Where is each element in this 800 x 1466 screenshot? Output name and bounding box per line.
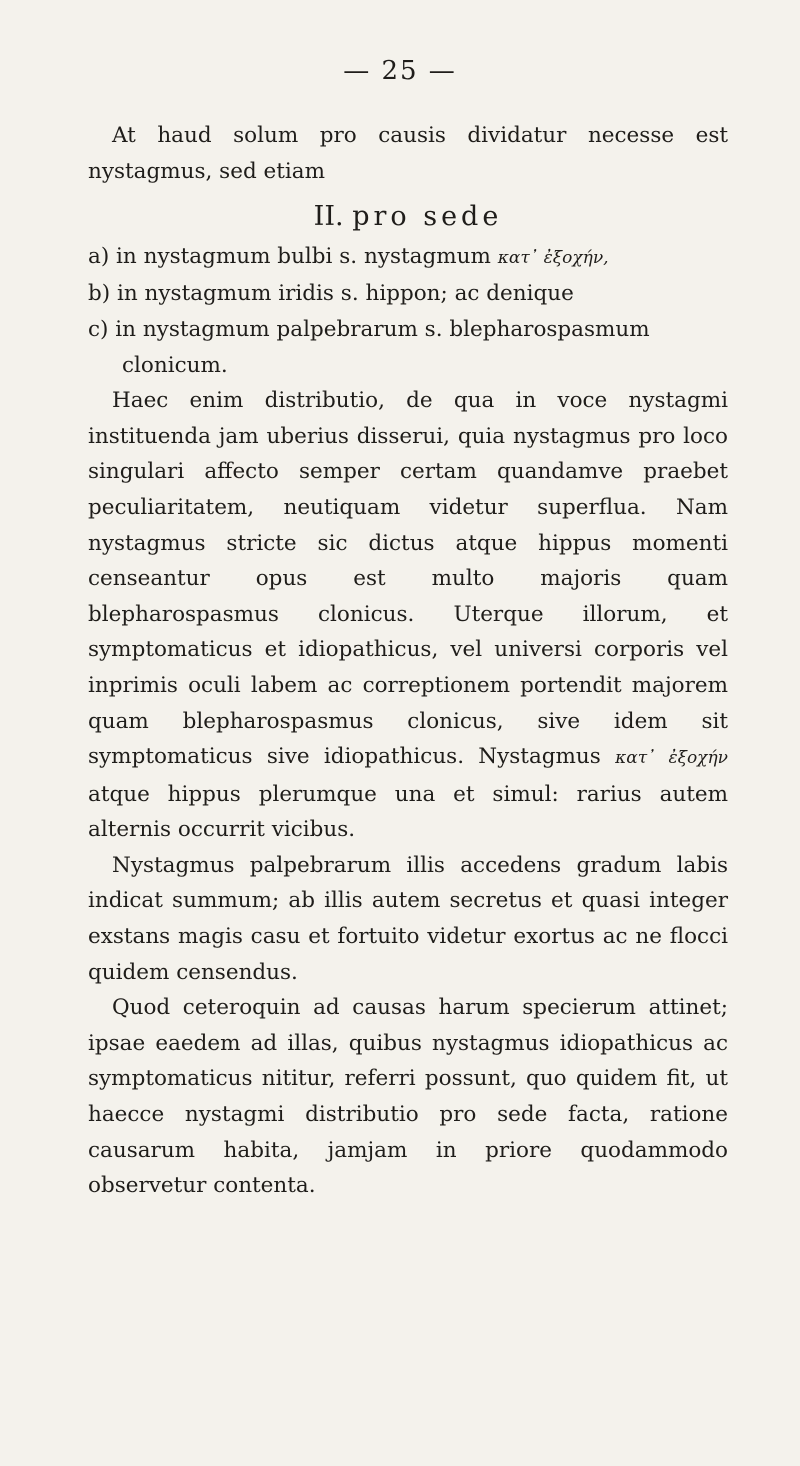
paragraph-causas: Quod ceteroquin ad causas harum specierum attinet; ipsae eaedem ad illas, quibus nystagmus idiopathicus ac symptomaticus nititur, referri possunt, quo quidem fit, ut haecce nystagmi distributio pro sede facta, ratione causarum habita, jamjam in priore quodammodo observetur contenta. <box>88 995 728 1199</box>
intro-paragraph: At haud solum pro causis dividatur necesse est nystagmus, sed etiam <box>88 123 728 184</box>
paragraph-distributio-text: Haec enim distributio, de qua in voce nystagmi instituenda jam uberius disserui, quia nystagmus pro loco singulari affecto semper certam quandamve praebet peculiaritatem, neutiquam videtur superflua. Nam nystagmus stricte sic dictus atque hippus momenti censeantur opus est multo majoris quam blepharospasmus clonicus. Uterque illorum, et symptomaticus et idiopathicus, vel universi corporis vel inprimis oculi labem ac correptionem portendit majorem quam blepharospasmus clonicus, sive idem sit symptomaticus sive idiopathicus. Nystagmus <box>88 388 728 770</box>
text-body <box>88 118 728 1204</box>
paragraph-distributio-end: atque hippus plerumque una et simul: rarius autem alternis occurrit vicibus. <box>88 781 728 843</box>
section-heading <box>88 199 728 235</box>
page-number: — 25 — <box>343 56 457 86</box>
list-item-c: c) in nystagmum palpebrarum s. blepharospasmum <box>88 316 650 342</box>
paragraph-distributio <box>88 383 728 848</box>
list-item-a-text: a) in nystagmum bulbi s. nystagmum <box>88 243 491 269</box>
list-item-a <box>88 239 728 277</box>
list-item-a-greek: κατ᾽ ἐξοχήν, <box>497 247 609 268</box>
list-item-c-continued: clonicum. <box>122 352 228 378</box>
section-title: pro sede <box>352 201 503 233</box>
list-item-b: b) in nystagmum iridis s. hippon; ac denique <box>88 281 574 307</box>
paragraph-palpebrarum: Nystagmus palpebrarum illis accedens gradum labis indicat summum; ab illis autem secretus et quasi integer exstans magis casu et fortuito videtur exortus ac ne flocci quidem censendus. <box>88 852 728 985</box>
section-numeral: II. <box>313 201 344 233</box>
paragraph-distributio-greek: κατ᾽ ἐξοχήν <box>615 748 728 769</box>
